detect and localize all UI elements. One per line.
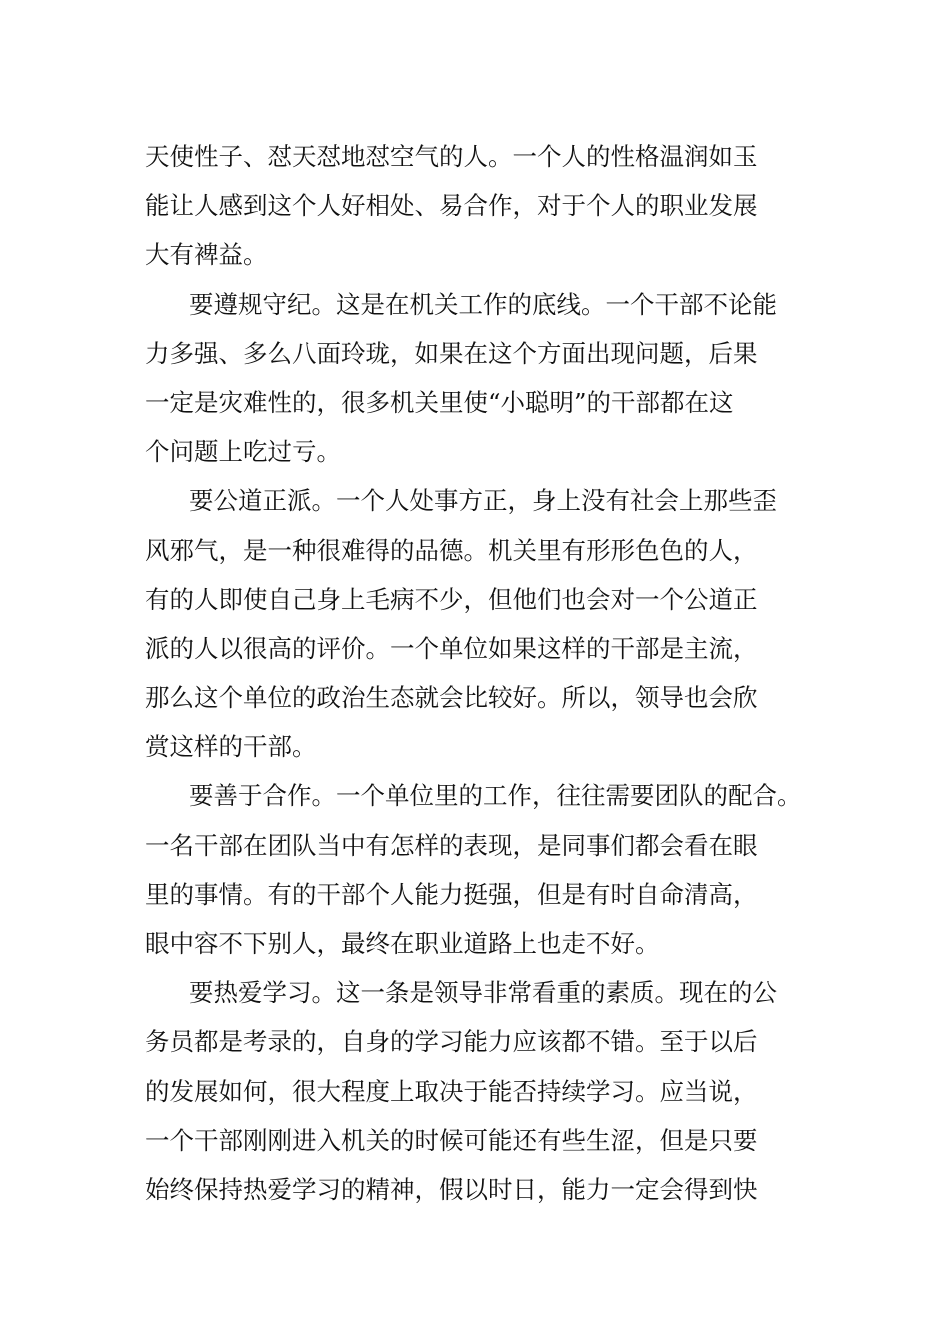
text-line: 有的人即使自己身上毛病不少，但他们也会对一个公道正 [145,584,758,614]
text-line: 大有裨益。 [145,240,268,270]
text-line: 派的人以很高的评价。一个单位如果这样的干部是主流， [145,633,758,663]
text-line: 眼中容不下别人，最终在职业道路上也走不好。 [145,929,660,958]
text-line: 一定是灾难性的，很多机关里使“小聪明”的干部都在这 [145,387,734,417]
text-line: 的发展如何，很大程度上取决于能否持续学习。应当说， [145,1076,758,1106]
text-line: 赏这样的干部。 [145,732,317,762]
text-line: 始终保持热爱学习的精神，假以时日，能力一定会得到快 [145,1174,758,1204]
document-body [145,132,835,1214]
text-line: 务员都是考录的，自身的学习能力应该都不错。至于以后 [145,1027,758,1057]
paragraph-start-line: 要公道正派。一个人处事方正，身上没有社会上那些歪 [189,486,777,516]
paragraph-start-line: 要遵规守纪。这是在机关工作的底线。一个干部不论能 [189,289,777,319]
text-line: 能让人感到这个人好相处、易合作，对于个人的职业发展 [145,191,758,221]
text-line: 里的事情。有的干部个人能力挺强，但是有时自命清高， [145,879,758,909]
text-line: 个问题上吃过亏。 [145,437,341,467]
text-line: 那么这个单位的政治生态就会比较好。所以，领导也会欣 [145,683,758,713]
text-line: 天使性子、怼天怼地怼空气的人。一个人的性格温润如玉 [145,142,758,171]
paragraph-start-line: 要善于合作。一个单位里的工作，往往需要团队的配合。 [189,781,802,811]
text-line: 一名干部在团队当中有怎样的表现，是同事们都会看在眼 [145,830,758,860]
text-line: 风邪气，是一种很难得的品德。机关里有形形色色的人， [145,535,758,565]
text-line: 力多强、多么八面玲珑，如果在这个方面出现问题，后果 [145,338,758,368]
text-line: 一个干部刚刚进入机关的时候可能还有些生涩，但是只要 [145,1125,758,1155]
paragraph-start-line: 要热爱学习。这一条是领导非常看重的素质。现在的公 [189,978,777,1008]
